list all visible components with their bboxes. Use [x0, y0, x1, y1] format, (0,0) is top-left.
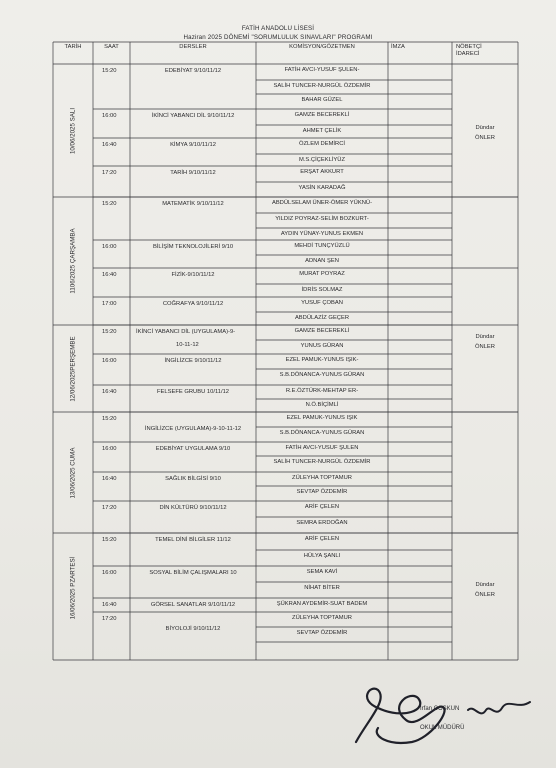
proctor-name: ARİF ÇELEN [304, 504, 340, 510]
exam-subject: BİYOLOJİ 9/10/11/12 [165, 626, 221, 632]
exam-time: 15:20 [102, 416, 117, 422]
proctor-name: ARİF ÇELEN [304, 536, 340, 542]
exam-time: 17:00 [102, 301, 117, 307]
exam-subject: EDEBİYAT UYGULAMA 9/10 [155, 446, 231, 452]
exam-time: 16:00 [102, 446, 117, 452]
proctor-name: SEVTAP ÖZDEMİR [296, 489, 348, 495]
exam-subject: 10-11-12 [176, 342, 199, 348]
program-subtitle: Haziran 2025 DÖNEMİ "SORUMLULUK SINAVLARI" PROGRAMI [183, 34, 373, 41]
proctor-name: İDRİS SOLMAZ [301, 287, 343, 293]
exam-time: 16:40 [102, 602, 117, 608]
proctor-name: SEVTAP ÖZDEMİR [296, 630, 348, 636]
proctor-name: SEMA KAVİ [306, 569, 338, 575]
proctor-name: YUSUF ÇOBAN [301, 300, 343, 306]
proctor-name: S.B.DÖNANCA-YUNUS GÜRAN [279, 430, 365, 436]
exam-subject: FİZİK-9/10/11/12 [171, 272, 215, 278]
exam-subject: TEMEL DİNİ BİLGİLER 11/12 [155, 537, 231, 543]
proctor-name: YILDIZ POYRAZ-SELİM BOZKURT- [275, 216, 369, 222]
school-title: FATİH ANADOLU LİSESİ [241, 25, 315, 32]
exam-subject: TARİH 9/10/11/12 [170, 170, 216, 176]
proctor-name: ERŞAT AKKURT [300, 169, 344, 175]
proctor-name: BAHAR GÜZEL [301, 97, 343, 103]
exam-subject: İKİNCİ YABANCI DİL 9/10/11/12 [151, 113, 235, 119]
proctor-name: SEMRA ERDOĞAN [296, 520, 348, 526]
duty-officer: Dündar ÖNLER [475, 581, 495, 598]
principal-title: OKUL MÜDÜRÜ [420, 725, 465, 731]
exam-time: 16:40 [102, 389, 117, 395]
exam-time: 16:00 [102, 113, 117, 119]
proctor-name: EZEL PAMUK-YUNUS IŞIK- [285, 357, 359, 363]
proctor-name: HÜLYA ŞANLI [303, 553, 341, 559]
proctor-name: NİHAT BİTER [304, 585, 340, 591]
exam-time: 16:00 [102, 570, 117, 576]
column-header: KOMİSYON/GÖZETMEN [289, 44, 355, 50]
exam-subject: KİMYA 9/10/11/12 [170, 142, 216, 148]
proctor-name: AYDIN YÜNAY-YUNUS EKMEN [280, 231, 364, 237]
proctor-name: GAMZE BECEREKLİ [294, 112, 350, 118]
column-header: TARİH [64, 44, 82, 50]
exam-subject: İNGİLİZCE (UYGULAMA)-9-10-11-12 [144, 426, 242, 432]
signature-scribble [348, 680, 538, 750]
proctor-name: YUNUS GÜRAN [300, 343, 344, 349]
column-header: DERSLER [179, 44, 207, 50]
proctor-name: N.Ö.BİÇİMLİ [305, 402, 339, 408]
exam-subject: COĞRAFYA 9/10/11/12 [162, 301, 224, 307]
duty-officer: Dündar ÖNLER [475, 334, 495, 350]
exam-subject: MATEMATİK 9/10/11/12 [162, 201, 224, 207]
proctor-name: FATİH AVCI-YUSUF ŞULEN [285, 445, 359, 451]
proctor-name: ABDÜLAZİZ GEÇER [294, 315, 350, 321]
exam-subject: İKİNCİ YABANCI DİL (UYGULAMA)-9- [136, 329, 236, 335]
exam-time: 17:20 [102, 170, 117, 176]
exam-date: 13/06/2025 CUMA [69, 447, 77, 498]
exam-time: 17:20 [102, 505, 117, 511]
exam-date: 10/06/2025 SALI [69, 107, 77, 154]
exam-subject: EDEBİYAT 9/10/11/12 [164, 68, 222, 74]
exam-subject: FELSEFE GRUBU 10/11/12 [156, 389, 230, 395]
principal-name: İrfan COŞKUN [420, 706, 460, 712]
exam-time: 16:40 [102, 272, 117, 278]
exam-date: 1106/2025 ÇARŞAMBA [69, 228, 77, 294]
exam-time: 15:20 [102, 329, 117, 335]
exam-subject: SAĞLIK BİLGİSİ 9/10 [165, 476, 221, 482]
exam-time: 16:40 [102, 476, 117, 482]
proctor-name: R.E.ÖZTÜRK-MEHTAP ER- [285, 388, 359, 394]
exam-time: 17:20 [102, 616, 117, 622]
exam-time: 15:20 [102, 68, 117, 74]
column-header: NÖBETÇİ İDARECİ [456, 44, 482, 57]
proctor-name: SALİH TUNCER-NURGÜL ÖZDEMİR [273, 83, 371, 89]
proctor-name: ABDÜLSELAM ÜNER-ÖMER YÜKNÜ- [271, 200, 373, 206]
exam-time: 16:40 [102, 142, 117, 148]
exam-subject: DİN KÜLTÜRÜ 9/10/11/12 [159, 505, 227, 511]
exam-subject: İNGİLİZCE 9/10/11/12 [164, 358, 222, 364]
exam-subject: GÖRSEL SANATLAR 9/10/11/12 [150, 602, 236, 608]
duty-officer: Dündar ÖNLER [475, 124, 495, 141]
proctor-name: SALİH TUNCER-NURGÜL ÖZDEMİR [273, 459, 371, 465]
exam-subject: BİLİŞİM TEKNOLOJİLERİ 9/10 [152, 244, 234, 250]
exam-time: 16:00 [102, 358, 117, 364]
proctor-name: ADNAN ŞEN [305, 258, 339, 264]
column-header: İMZA [391, 44, 405, 50]
exam-date: 16/06/2025 PZARTESİ [69, 556, 77, 619]
proctor-name: MURAT POYRAZ [299, 271, 345, 277]
proctor-name: S.B.DÖNANCA-YUNUS GÜRAN [279, 372, 365, 378]
proctor-name: ŞÜKRAN AYDEMİR-SUAT BADEM [276, 601, 368, 607]
proctor-name: ÖZLEM DEMİRCİ [298, 141, 346, 147]
exam-date: 12/06/2025PERŞEMBE [69, 335, 77, 402]
exam-time: 15:20 [102, 537, 117, 543]
proctor-name: YASİN KARADAĞ [298, 185, 346, 191]
proctor-name: M.S.ÇİÇEKLİYÜZ [298, 157, 346, 163]
proctor-name: EZEL PAMUK-YUNUS IŞIK [286, 415, 358, 421]
proctor-name: ZÜLEYHA TOPTAMUR [292, 615, 352, 621]
proctor-name: MEHDİ TUNÇYÜZLÜ [294, 243, 350, 249]
proctor-name: GAMZE BECEREKLİ [294, 328, 350, 334]
exam-time: 16:00 [102, 244, 117, 250]
proctor-name: FATİH AVCI-YUSUF ŞULEN- [284, 67, 360, 73]
exam-subject: SOSYAL BİLİM ÇALIŞMALARI 10 [149, 570, 237, 576]
proctor-name: AHMET ÇELİK [302, 128, 342, 134]
proctor-name: ZÜLEYHA TOPTAMUR [292, 475, 352, 481]
exam-time: 15:20 [102, 201, 117, 207]
column-header: SAAT [104, 44, 119, 50]
